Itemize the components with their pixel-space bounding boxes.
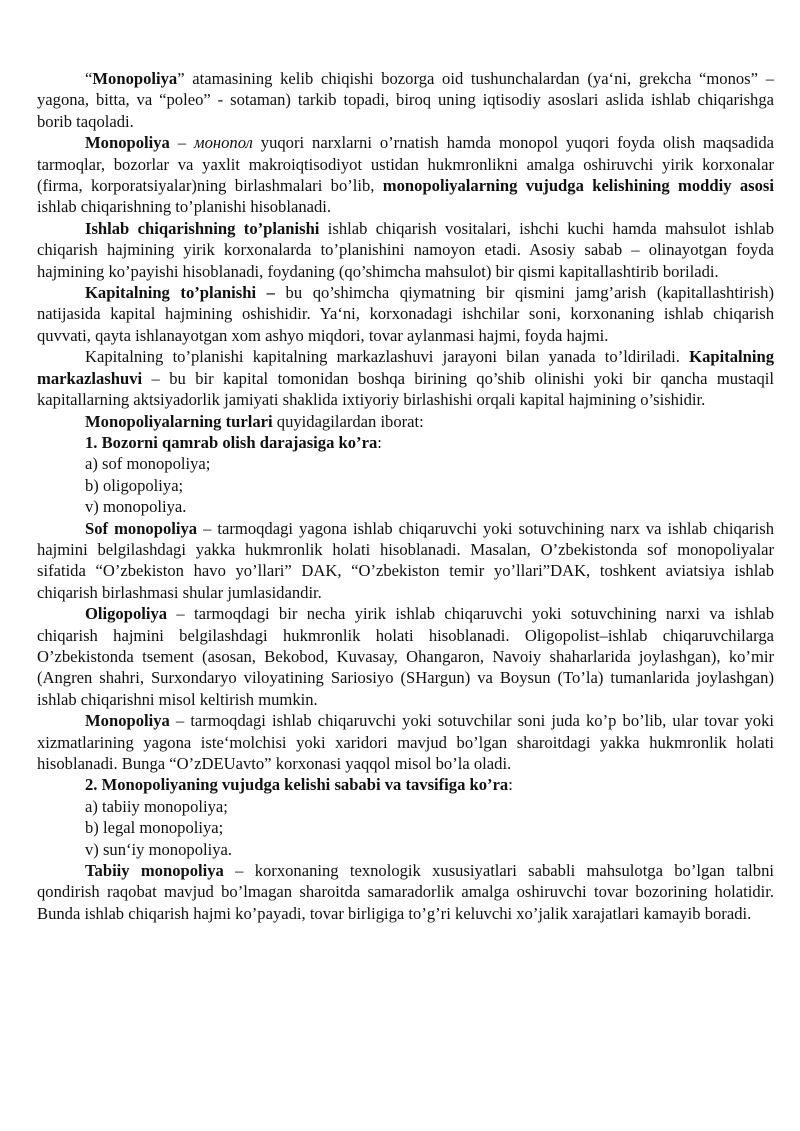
text-run: b) oligopoliya; [85,475,184,495]
text-run: yuqori narxlarni o’rnatish hamda monopol yuqori foyda olish maqsadida tarmoqlar, bozorlar va yaxlit makroiqtisodiyot ustidan hukmronlikni amalga oshiruvchi yirik korxonalar (firma, korporatsiyalar)ning birlashmalari bo’lib, [37,133,775,196]
text-run: a) sof monopoliya; [85,454,211,474]
text-run: – tarmoqdagi bir necha yirik ishlab chiqaruvchi yoki sotuvchining narxi va ishlab chiqarish hajmini belgilashdagi hukmronlik holati hisoblanadi. Oligopolist–ishlab chiqaruvchilarga O’zbekistonda tsement (asosan, Bekobod, Kuvasay, Ohangaron, Navoiy shaharlarida joylashgan), ko’mir (Angren shahri, Surxondaryo viloyatining Sariosiyo (SHargun) va Boysun (To’la) tumanlarida joylashgan) ishlab chiqarishni misol keltirish mumkin. [37,604,774,709]
text-run: Kapitalning to’planishi kapitalning markazlashuvi jarayoni bilan yanada to’ldiriladi. [85,347,690,367]
text-run: b) legal monopoliya; [85,818,224,838]
paragraph [37,710,774,774]
bold-term: Sof monopoliya [85,518,198,538]
bold-term: Oligopoliya [85,604,168,624]
document-page [37,68,774,924]
list-item [37,839,774,860]
bold-term: Monopoliya [85,711,170,731]
bold-term: Tabiiy monopoliya [85,861,224,881]
text-run: a) tabiiy monopoliya; [85,796,228,816]
text-run: ishlab chiqarishning to’planishi hisoblanadi. [37,197,332,217]
text-run: quyidagilardan iborat: [272,411,424,431]
text-run: – korxonaning texnologik xususiyatlari sababli mahsulotga bo’lgan talbni qondirish raqobat mavjud bo’lmagan sharoitda samaradorlik amalga oshiruvchi tovar bozorining holatidir. Bunda ishlab chiqarish hajmi ko’payadi, tovar birligiga to’g’ri keluvchi xo’jalik xarajatlari kamayib boradi. [37,861,774,923]
text-run: – tarmoqdagi ishlab chiqaruvchi yoki sotuvchilar soni juda ko’p bo’lib, ular tovar yoki xizmatlarining yagona iste‘molchisi yoki xaridori mavjud bo’lgan sharoitdagi yakka hukmronlik holati hisoblanadi. Bunga “O’zDEUavto” korxonasi yaqqol misol bo’la oladi. [37,711,774,773]
paragraph [37,68,774,132]
paragraph [37,860,774,924]
bold-term: Monopoliyalarning turlari [85,411,273,431]
text-run: v) sun‘iy monopoliya. [85,839,233,859]
paragraph [37,774,774,795]
text-run: – [169,133,194,153]
list-item [37,453,774,474]
bold-term: Monopoliya [85,133,170,153]
paragraph [37,282,774,346]
bold-term: 1. Bozorni qamrab olish darajasiga ko’ra [85,432,378,452]
text-run: v) monopoliya. [85,497,187,517]
text-run: ” atamasining kelib chiqishi bozorga oid tushunchalardan (ya‘ni, grekcha “monos” – yagona, bitta, va “poleo” - sotaman) tarkib topadi, biroq uning iqtisodiy asoslari aslida ishlab chiqarishga borib taqoladi. [37,69,774,131]
text-run: : [508,775,513,795]
bold-term: monopoliyalarning vujudga kelishining moddiy asosi [382,176,774,196]
paragraph [37,218,774,282]
italic-term: монопол [194,133,253,153]
paragraph [37,518,774,604]
text-run: bu qo’shimcha qiymatning bir qismini jamg’arish (kapitallashtirish) natijasida kapital hajmining oshishidir. Ya‘ni, korxonadagi ishchilar soni, korxonaning ishlab chiqarish quvvati, qayta ishlanayotgan xom ashyo miqdori, tovar aylanmasi hajmi, foyda hajmi. [37,283,774,345]
paragraph [37,603,774,710]
list-item [37,496,774,517]
list-item [37,817,774,838]
list-item [37,475,774,496]
text-run: – tarmoqdagi yagona ishlab chiqaruvchi yoki sotuvchining narx va ishlab chiqarish hajmini belgilashdagi yakka hukmronlik holati hisoblanadi. Masalan, O’zbekistonda sof monopoliyalar sifatida “O’zbekiston havo yo’llari” DAK, “O’zbekiston temir yo’llari”DAK, toshkent aviatsiya ishlab chiqarish birlashmasi shular jumlasidandir. [37,518,774,602]
bold-term: 2. Monopoliyaning vujudga kelishi sababi va tavsifiga ko’ra [85,775,509,795]
text-run: : [377,432,382,452]
paragraph [37,411,774,432]
list-item [37,796,774,817]
bold-term: Kapitalning markazlashuvi [37,347,774,388]
text-run: ishlab chiqarish vositalari, ishchi kuchi hamda mahsulot ishlab chiqarish hajmining yirik korxonalarda to’planishini namoyon etadi. Asosiy sabab – olinayotgan foyda hajmining ko’payishi hisoblanadi, foydaning (qo’shimcha mahsulot) bir qismi kapitallashtirib boriladi. [37,218,775,281]
bold-term: Kapitalning to’planishi – [85,283,275,303]
bold-term: Ishlab chiqarishning to’planishi [85,218,320,238]
text-run: – bu bir kapital tomonidan boshqa birining qo’shib olinishi yoki bir qancha mustaqil kapitallarning aktsiyadorlik jamiyati shaklida ixtiyoriy birlashishi orqali kapital hajmining o’sishidir. [37,368,774,410]
paragraph [37,346,774,410]
paragraph [37,132,774,218]
paragraph [37,432,774,453]
text-run: “ [85,69,93,88]
bold-term: Monopoliya [92,69,178,88]
